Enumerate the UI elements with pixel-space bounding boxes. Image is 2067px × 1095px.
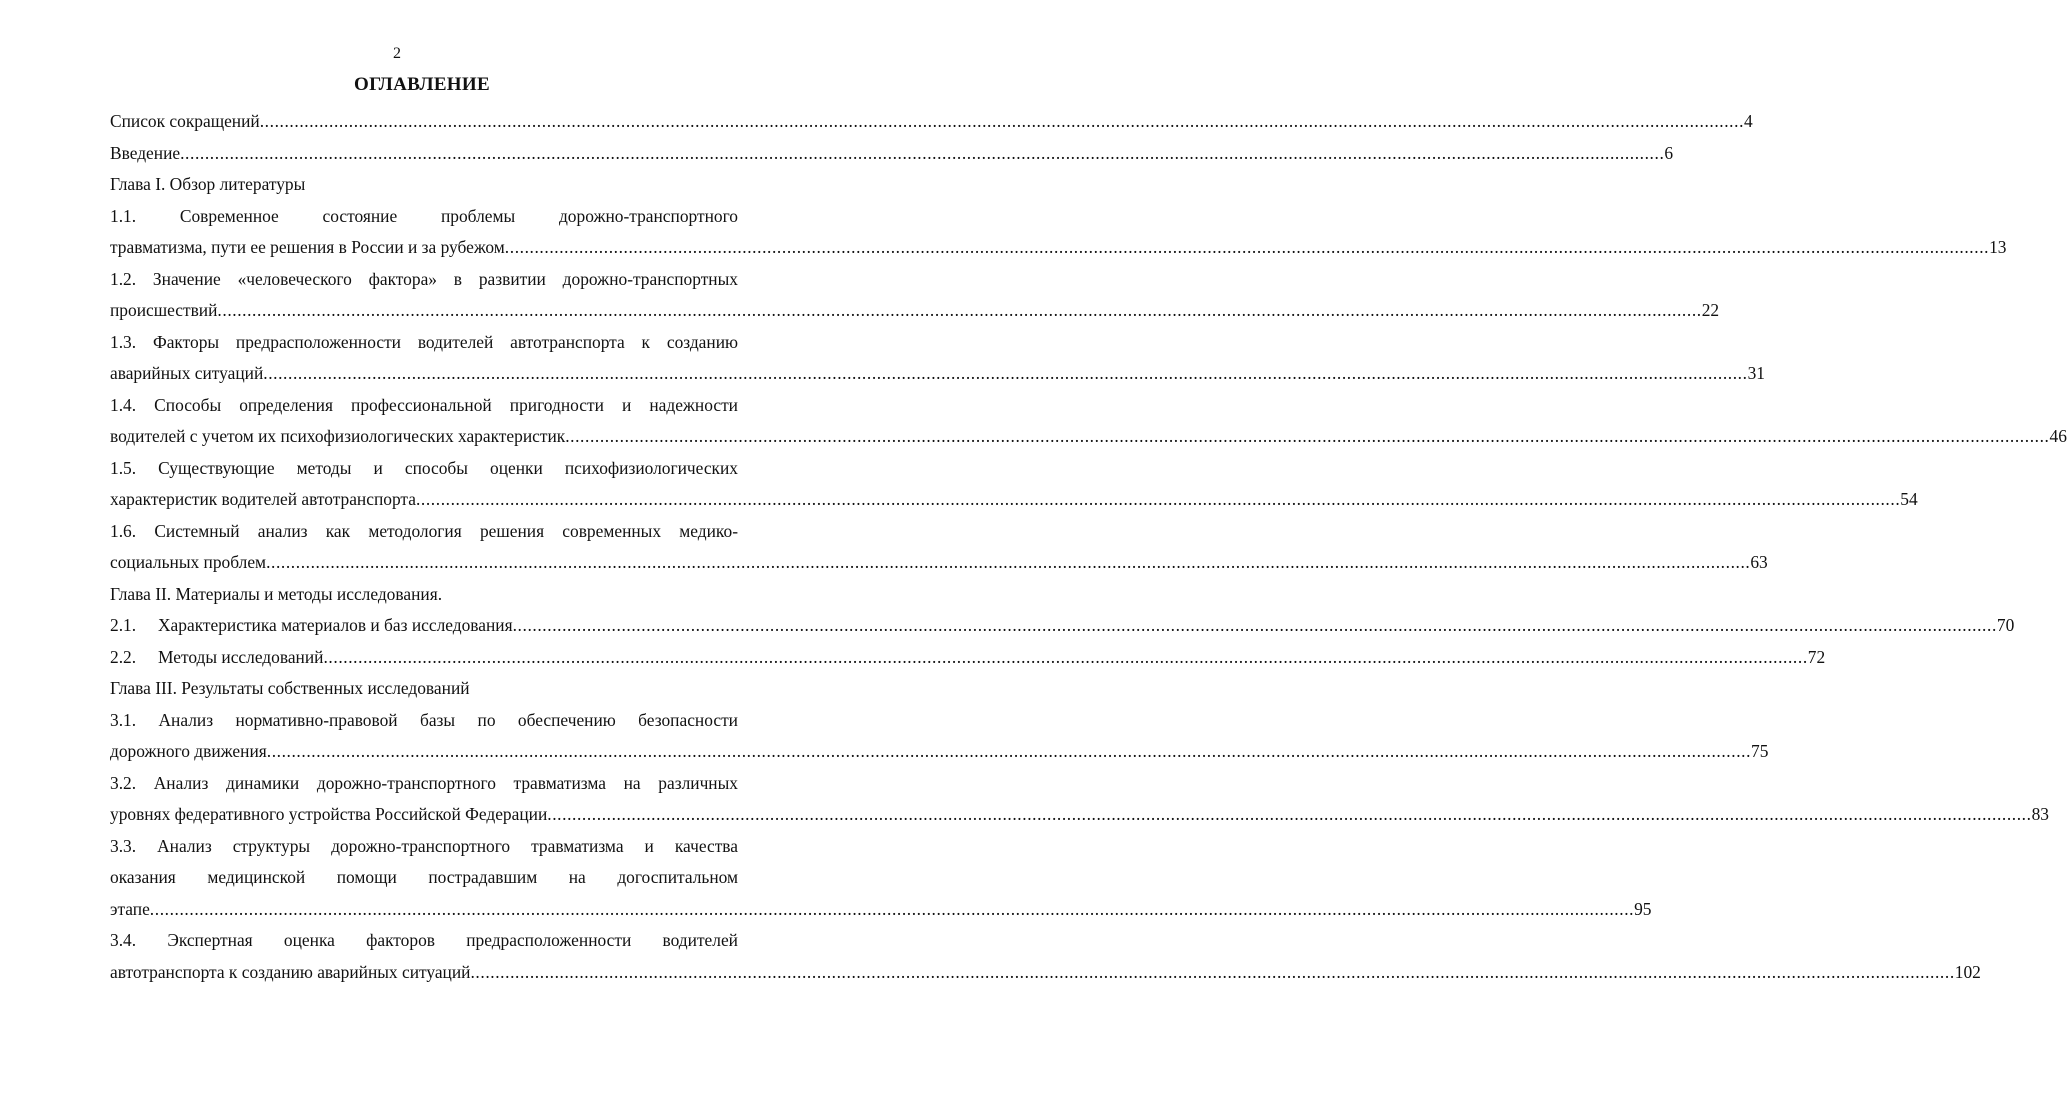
section-title: Способы определения профессиональной пригодности и надежности [154, 394, 738, 415]
toc-page-number: 95 [1634, 898, 1652, 919]
toc-page-number: 70 [1996, 615, 2015, 635]
toc-section-single-line [110, 642, 1826, 674]
toc-section-last-line [110, 358, 1765, 390]
leader-dots: ............................................................................................................................................................................................................................................................................................................ [259, 111, 1745, 131]
section-title-end: социальных проблем [110, 552, 267, 572]
section-title: Анализ структуры дорожно-транспортного травматизма и качества [157, 835, 738, 856]
leader-dots: ............................................................................................................................................................................................................................................................................................................ [565, 426, 2050, 446]
toc-section-last-line [110, 736, 1769, 768]
section-title: Экспертная оценка факторов предрасположенности водителей [167, 930, 738, 950]
section-title: Существующие методы и способы оценки психофизиологических [158, 457, 738, 478]
toc-entry-text: Список сокращений [110, 111, 260, 131]
toc-section-first-line [110, 831, 738, 863]
toc-section-first-line [110, 705, 738, 737]
toc-entry-abbreviations [110, 106, 1753, 138]
section-title-end: происшествий [110, 300, 218, 320]
table-of-contents [110, 106, 2067, 988]
toc-entry-text: Введение [110, 142, 181, 163]
section-title-text: Методы исследований [158, 646, 324, 667]
toc-section-first-line [110, 516, 738, 548]
toc-page-number: 83 [2031, 804, 2049, 824]
toc-page-number: 72 [1807, 646, 1826, 667]
toc-section-last-line [110, 894, 1652, 926]
leader-dots: ............................................................................................................................................................................................................................................................................................................ [180, 142, 1665, 163]
toc-entry-introduction [110, 138, 1674, 170]
toc-section-last-line [110, 421, 2067, 453]
section-title-end: автотранспорта к созданию аварийных ситуаций [110, 961, 471, 982]
toc-section-last-line [110, 957, 1981, 989]
toc-page-number: 63 [1750, 552, 1768, 572]
leader-dots: ............................................................................................................................................................................................................................................................................................................ [149, 898, 1635, 919]
section-number: 1.6. [110, 520, 137, 541]
section-title [110, 642, 323, 674]
toc-section-first-line [110, 453, 738, 485]
toc-page-number: 6 [1664, 142, 1674, 163]
page-title: ОГЛАВЛЕНИЕ [354, 74, 490, 95]
leader-dots: ............................................................................................................................................................................................................................................................................................................ [266, 741, 1752, 761]
section-number: 1.3. [110, 331, 137, 352]
toc-section-last-line [110, 547, 1768, 579]
toc-page-number: 54 [1900, 489, 1918, 509]
section-title: Анализ нормативно-правовой базы по обеспечению безопасности [158, 709, 738, 730]
section-title-end: дорожного движения [110, 741, 267, 761]
section-number: 1.2. [110, 268, 137, 289]
chapter-heading: Глава III. Результаты собственных исследований [110, 678, 470, 698]
section-title-end: характеристик водителей автотранспорта [110, 489, 416, 509]
section-title: Системный анализ как методология решения современных медико- [154, 520, 738, 541]
section-title: Анализ динамики дорожно-транспортного травматизма на различных [153, 772, 738, 793]
toc-section-last-line [110, 799, 2049, 831]
toc-section-last-line [110, 484, 1918, 516]
section-title: Современное состояние проблемы дорожно-транспортного [179, 205, 738, 226]
toc-section-first-line [110, 327, 738, 359]
toc-page-number: 31 [1747, 363, 1765, 383]
leader-dots: ............................................................................................................................................................................................................................................................................................................ [470, 961, 1955, 982]
section-title-end: уровнях федеративного устройства Российской Федерации [110, 804, 548, 824]
section-number: 3.3. [110, 835, 137, 856]
toc-page-number: 4 [1744, 111, 1753, 131]
toc-section-first-line [110, 201, 738, 233]
section-title: Значение «человеческого фактора» в развитии дорожно-транспортных [152, 268, 738, 289]
toc-section-single-line [110, 610, 2015, 642]
leader-dots: ............................................................................................................................................................................................................................................................................................................ [512, 615, 1997, 635]
leader-dots: ............................................................................................................................................................................................................................................................................................................ [266, 552, 1751, 572]
leader-dots: ............................................................................................................................................................................................................................................................................................................ [263, 363, 1748, 383]
leader-dots: ............................................................................................................................................................................................................................................................................................................ [547, 804, 2032, 824]
toc-section-middle-line: оказания медицинской помощи пострадавшим на догоспитальном [110, 867, 738, 887]
section-title [110, 610, 513, 642]
toc-page-number: 46 [2049, 426, 2067, 446]
section-title: Факторы предрасположенности водителей автотранспорта к созданию [152, 331, 738, 352]
leader-dots: ............................................................................................................................................................................................................................................................................................................ [323, 646, 1808, 667]
toc-page-number: 75 [1751, 741, 1769, 761]
page-number: 2 [393, 45, 401, 62]
toc-section-last-line [110, 295, 1720, 327]
section-title-end: аварийных ситуаций [110, 363, 264, 383]
section-title-end: водителей с учетом их психофизиологических характеристик [110, 426, 566, 446]
toc-page-number: 22 [1701, 300, 1720, 320]
toc-section-first-line [110, 390, 738, 422]
chapter-heading: Глава II. Материалы и методы исследования. [110, 583, 443, 604]
section-number: 1.1. [110, 205, 137, 226]
section-number: 3.1. [110, 709, 137, 730]
toc-section-first-line [110, 768, 738, 800]
section-title-text: Характеристика материалов и баз исследования [158, 615, 513, 635]
section-number: 3.2. [110, 772, 137, 793]
leader-dots: ............................................................................................................................................................................................................................................................................................................ [504, 237, 1990, 257]
leader-dots: ............................................................................................................................................................................................................................................................................................................ [217, 300, 1702, 320]
toc-page-number: 102 [1954, 961, 1981, 982]
toc-section-first-line [110, 264, 738, 296]
section-number: 1.4. [110, 394, 137, 415]
toc-section-first-line [110, 925, 738, 957]
section-number: 2.1. [110, 615, 137, 635]
toc-section-last-line [110, 232, 2007, 264]
chapter-heading: Глава I. Обзор литературы [110, 174, 306, 194]
section-title-end: травматизма, пути ее решения в России и за рубежом [110, 237, 505, 257]
section-number: 3.4. [110, 930, 137, 950]
section-number: 1.5. [110, 457, 137, 478]
section-number: 2.2. [110, 646, 137, 667]
toc-page-number: 13 [1989, 237, 2007, 257]
section-title-end: этапе [110, 898, 150, 919]
leader-dots: ............................................................................................................................................................................................................................................................................................................ [415, 489, 1901, 509]
